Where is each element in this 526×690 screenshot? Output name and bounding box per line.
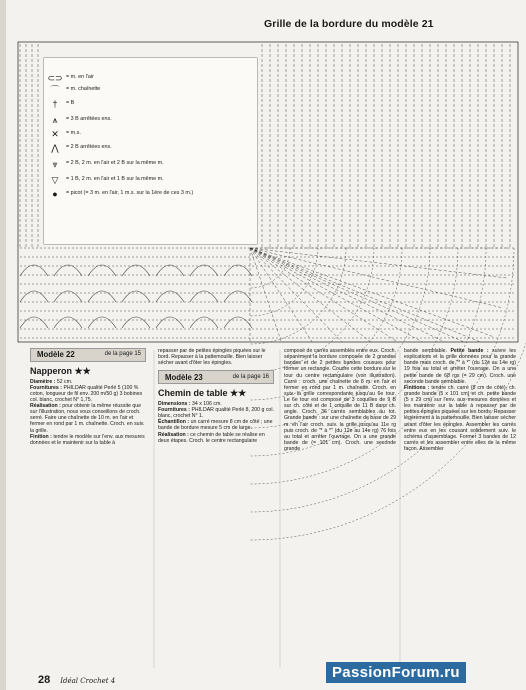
legend-label: = 2 B, 2 m. en l'air et 2 B sur la même m.: [66, 160, 164, 167]
shell-motif: [156, 291, 184, 302]
legend-label: = m. en l'air: [66, 74, 94, 81]
value: PHILDAR qualité Perlé 5 (100 % coton, longueur de fil env. 200 m/50 g) 3 bobines col. blanc, crochet N° 1,75.: [30, 384, 143, 403]
page-footer: [38, 674, 115, 686]
page-number: 28: [38, 674, 51, 686]
legend-item: [48, 98, 74, 110]
shell-motif: [54, 291, 82, 302]
legend-item: [48, 84, 100, 96]
corner-radial: [250, 248, 281, 342]
value: suivre les explications et la grille données pour la grande bande mais croch. de "* à *" (du 12e au 14e rg) 19 fois au total et arrêter l'ouvrage. On a une petite bande de 68 rgs (= 29 cm). Croch. une seconde bande semblable.: [404, 348, 516, 385]
legend-item: [48, 114, 112, 126]
term: Fournitures :: [30, 384, 62, 391]
value: pour obtenir la même réussite que sur l'illustration, nous vous conseillons de croch. serré. Faire une chaînette de 10 m. en l'air et fermer en rond par 1 m. chaînette. Croch. en suiv. la grille.: [30, 403, 145, 434]
legend-item: [48, 158, 164, 170]
instruction-text: [30, 379, 146, 446]
instruction-text: composé de carrés assemblés entre eux. Croch. séparément la bordure composée de 2 grandes bandes et de 2 petites bandes cousues pour former un rectangle. Coudre cette bordure sur le tour du centre rectangulaire (voir illustration). Carré : croch. une chaînette de 8 m. en l'air et fermer en rond par 1 m. chaînette. Croch. en suiv. la grille correspondante jusqu'au 6e tour. Le 6e tour est composé de 3 coquilles de 9 B sur ch. côté et de 1 coquille de 11 B dans ch. angle. Croch. 36 carrés semblables au tot. Grande bande : sur une chaînette de base de 29 m. en l'air croch. suiv. la grille jusqu'au 11e rg puis croch. de "* à *" (du 12e au 14e rg) 76 fois au total et arrêter l'ouvrage. On a une grande bande de (= 101 cm). Croch. une seconde grande: [284, 348, 396, 452]
chain-icon: ⊂⊃: [47, 72, 63, 83]
instruction-text: [404, 348, 516, 452]
corner-radial: [250, 248, 508, 278]
value: PHILDAR qualité Perlé 8, 200 g col. blanc, crochet N° 1.: [158, 407, 274, 420]
model-number: Modèle 22: [37, 350, 75, 360]
legend-item: [48, 174, 164, 186]
single-crochet-icon: ✕: [51, 128, 59, 139]
term: Fournitures :: [158, 407, 190, 414]
model-header: [158, 370, 274, 384]
column-model-22: [30, 348, 146, 446]
model-header: [30, 348, 146, 362]
instruction-text: [158, 401, 274, 444]
term: Réalisation :: [30, 403, 61, 410]
corner-radial: [250, 248, 342, 342]
corner-radial: [250, 248, 312, 342]
term: Dimensions :: [158, 400, 191, 407]
chart-title: Grille de la bordure du modèle 21: [264, 18, 434, 30]
legend-label: = 1 B, 2 m. en l'air et 1 B sur la même m.: [66, 176, 164, 183]
legend-label: = m.s.: [66, 130, 81, 137]
legend-label: = 2 B arrêtées ens.: [66, 144, 112, 151]
corner-arc: [250, 248, 318, 316]
value: tendre le modèle sur l'env. aux mesures données et le maintenir sur la table à: [30, 433, 145, 446]
shell-motif: [156, 265, 184, 276]
legend-label: = 3 B arrêtées ens.: [66, 116, 112, 123]
shell-motif: [122, 291, 150, 302]
value: tendre ch. carré (8 cm de côté), ch. grande bande (5 x 101 cm) et ch. petite bande (5 x 29 cm) sur l'env. aux mesures données et les maintenir sur la table à repasser par de petites épingles piquées sur les bords. Repasser légèrement à la pattemouille. Bien laisser sécher avant d'ôter les épingles. Assembler les carrés entre eux en les cousant solidement suiv. le schéma d'assemblage. Former 3 bandes de 12 carrés et les assembler entre elles de la même façon. Assembler: [404, 384, 516, 452]
shell-motif: [20, 317, 48, 328]
legend-item: [48, 72, 94, 84]
shell-motif: [190, 291, 218, 302]
symbol-legend: [44, 58, 257, 244]
legend-label: = m. chaînette: [66, 86, 101, 93]
picot-icon: ●: [52, 188, 58, 199]
term: Finition :: [30, 433, 52, 440]
model-title: Chemin de table ★★: [158, 388, 247, 399]
corner-radial: [250, 248, 398, 342]
term: Échantillon :: [158, 419, 190, 426]
shell-motif: [122, 265, 150, 276]
shell-motif: [88, 317, 116, 328]
shell-motif: [224, 265, 252, 276]
shell-motif: [20, 265, 48, 276]
value: 52 cm.: [55, 378, 73, 385]
page-reference: de la page 16: [232, 373, 269, 380]
slip-stitch-icon: ⌒: [50, 84, 60, 95]
shell-motif: [88, 291, 116, 302]
shell-motif: [88, 265, 116, 276]
column-continuation: [284, 348, 396, 452]
model-title: Napperon ★★: [30, 366, 91, 376]
shell-motif: [122, 317, 150, 328]
legend-label: = picot (= 3 m. en l'air, 1 m.s. sur la 1ère de ces 3 m.): [66, 190, 194, 197]
term: Petite bande :: [450, 348, 489, 354]
shell-motif: [54, 265, 82, 276]
v-stitch-icon: ▽: [51, 174, 59, 185]
legend-item: [48, 188, 193, 200]
value: un carré mesure 8 cm de côté ; une bande de bordure mesure 5 cm de large.: [158, 419, 273, 432]
double-crochet-icon: †: [52, 98, 58, 109]
shell-motif: [156, 317, 184, 328]
shell-motif: [224, 291, 252, 302]
term: Diamètre :: [30, 378, 56, 385]
shell-motif: [224, 317, 252, 328]
corner-radial: [250, 248, 445, 342]
corner-radial: [250, 248, 464, 342]
shell-motif: [20, 291, 48, 302]
instructions-area: [30, 348, 518, 690]
watermark-logo: PassionForum.ru: [326, 662, 466, 683]
legend-label: = B: [66, 100, 75, 107]
column-finitions: [404, 348, 516, 452]
corner-arc: [250, 248, 290, 288]
instruction-text: repasser par de petites épingles piquées sur le bord. Repasser à la pattemouille. Bien laisser sécher avant d'ôter les épingles.: [158, 348, 266, 367]
term: Réalisation :: [158, 431, 189, 438]
model-number: Modèle 23: [165, 372, 203, 382]
legend-item: [48, 142, 112, 154]
shell-motif: [190, 317, 218, 328]
fan-two-b-icon: ⩔: [52, 158, 58, 169]
value: ce chemin de table se réalise en deux étapes. Croch. le centre rectangulaire: [158, 431, 265, 444]
two-b-closed-icon: ⋀: [51, 142, 59, 153]
term: Finitions :: [404, 384, 430, 391]
value: bande semblable.: [404, 348, 451, 354]
legend-item: [48, 128, 81, 140]
corner-radial: [250, 248, 480, 342]
magazine-name: Idéal Crochet 4: [60, 677, 116, 685]
corner-radial: [250, 248, 493, 337]
corner-radial: [250, 248, 422, 342]
three-b-closed-icon: ⩚: [52, 114, 58, 125]
shell-motif: [54, 317, 82, 328]
page-reference: de la page 15: [104, 351, 141, 358]
shell-motif: [190, 265, 218, 276]
column-model-23: [158, 348, 274, 444]
value: 34 x 106 cm.: [190, 400, 222, 407]
